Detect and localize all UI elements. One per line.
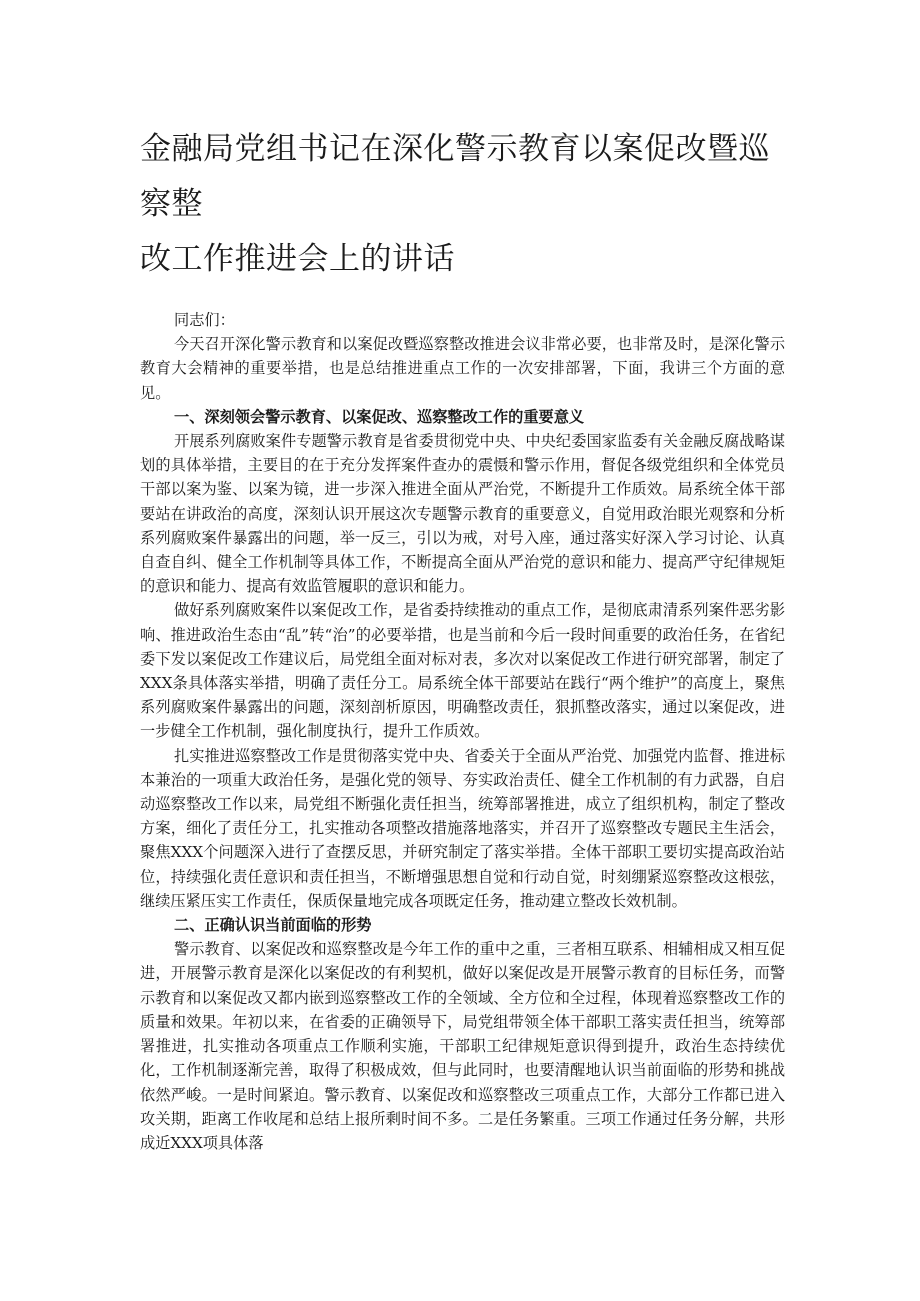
title-line-1: 金融局党组书记在深化警示教育以案促改暨巡察整 [140,131,770,222]
section-1-paragraph: 开展系列腐败案件专题警示教育是省委贯彻党中央、中央纪委国家监委有关金融反腐战略谋划的具体举措，主要目的在于充分发挥案件查办的震慑和警示作用，督促各级党组织和全体党员干部以案为鉴、以案为镜，进一步深入推进全面从严治党，不断提升工作质效。局系统全体干部要站在讲政治的高度，深刻认识开展这次专题警示教育的重要意义，自觉用政治眼光观察和分析系列腐败案件暴露出的问题，举一反三，引以为戒，对号入座，通过落实好深入学习讨论、认真自查自纠、健全工作机制等具体工作，不断提高全面从严治党的意识和能力、提高严守纪律规矩的意识和能力、提高有效监管履职的意识和能力。 [140,432,785,596]
section-1-paragraph: 扎实推进巡察整改工作是贯彻落实党中央、省委关于全面从严治党、加强党内监督、推进标本兼治的一项重大政治任务，是强化党的领导、夯实政治责任、健全工作机制的有力武器，自启动巡察整改工作以来，局党组不断强化责任担当，统筹部署推进，成立了组织机构，制定了整改方案，细化了责任分工，扎实推动各项整改措施落地落实，并召开了巡察整改专题民主生活会，聚焦XXX个问题深入进行了查摆反思，并研究制定了落实举措。全体干部职工要切实提高政治站位，持续强化责任意识和责任担当，不断增强思想自觉和行动自觉，时刻绷紧巡察整改这根弦，继续压紧压实工作责任，保质保量地完成各项既定任务，推动建立整改长效机制。 [140,746,785,910]
intro-paragraph: 今天召开深化警示教育和以案促改暨巡察整改推进会议非常必要，也非常及时，是深化警示教育大会精神的重要举措，也是总结推进重点工作的一次安排部署，下面，我讲三个方面的意见。 [140,335,785,402]
section-2-heading: 二、正确认识当前面临的形势 [174,916,372,935]
section-2-paragraph: 警示教育、以案促改和巡察整改是今年工作的重中之重，三者相互联系、相辅相成又相互促进，开展警示教育是深化以案促改的有利契机，做好以案促改是开展警示教育的目标任务，而警示教育和以案促改又都内嵌到巡察整改工作的全领域、全方位和全过程，体现着巡察整改工作的质量和效果。年初以来，在省委的正确领导下，局党组带领全体干部职工落实责任担当，统筹部署推进，扎实推动各项重点工作顺利实施，干部职工纪律规矩意识得到提升，政治生态持续优化，工作机制逐渐完善，取得了积极成效，但与此同时，也要清醒地认识当前面临的形势和挑战依然严峻。一是时间紧迫。警示教育、以案促改和巡察整改三项重点工作，大部分工作都已进入攻关期，距离工作收尾和总结上报所剩时间不多。二是任务繁重。三项工作通过任务分解，共形成近XXX项具体落 [140,940,785,1152]
document-page [140,122,785,1155]
document-title [140,122,785,287]
salutation: 同志们： [174,311,235,329]
section-1-paragraph: 做好系列腐败案件以案促改工作，是省委持续推动的重点工作，是彻底肃清系列案件恶劣影响、推进政治生态由“乱”转“治”的必要举措，也是当前和今后一段时间重要的政治任务，在省纪委下发以案促改工作建议后，局党组全面对标对表，多次对以案促改工作进行研究部署，制定了XXX条具体落实举措，明确了责任分工。局系统全体干部要站在践行“两个维护”的高度上，聚焦系列腐败案件暴露出的问题，深刻剖析原因，明确整改责任，狠抓整改落实，通过以案促改，进一步健全工作机制，强化制度执行，提升工作质效。 [140,601,785,741]
section-1-heading: 一、深刻领会警示教育、以案促改、巡察整改工作的重要意义 [174,407,585,426]
title-line-2: 改工作推进会上的讲话 [140,241,455,277]
